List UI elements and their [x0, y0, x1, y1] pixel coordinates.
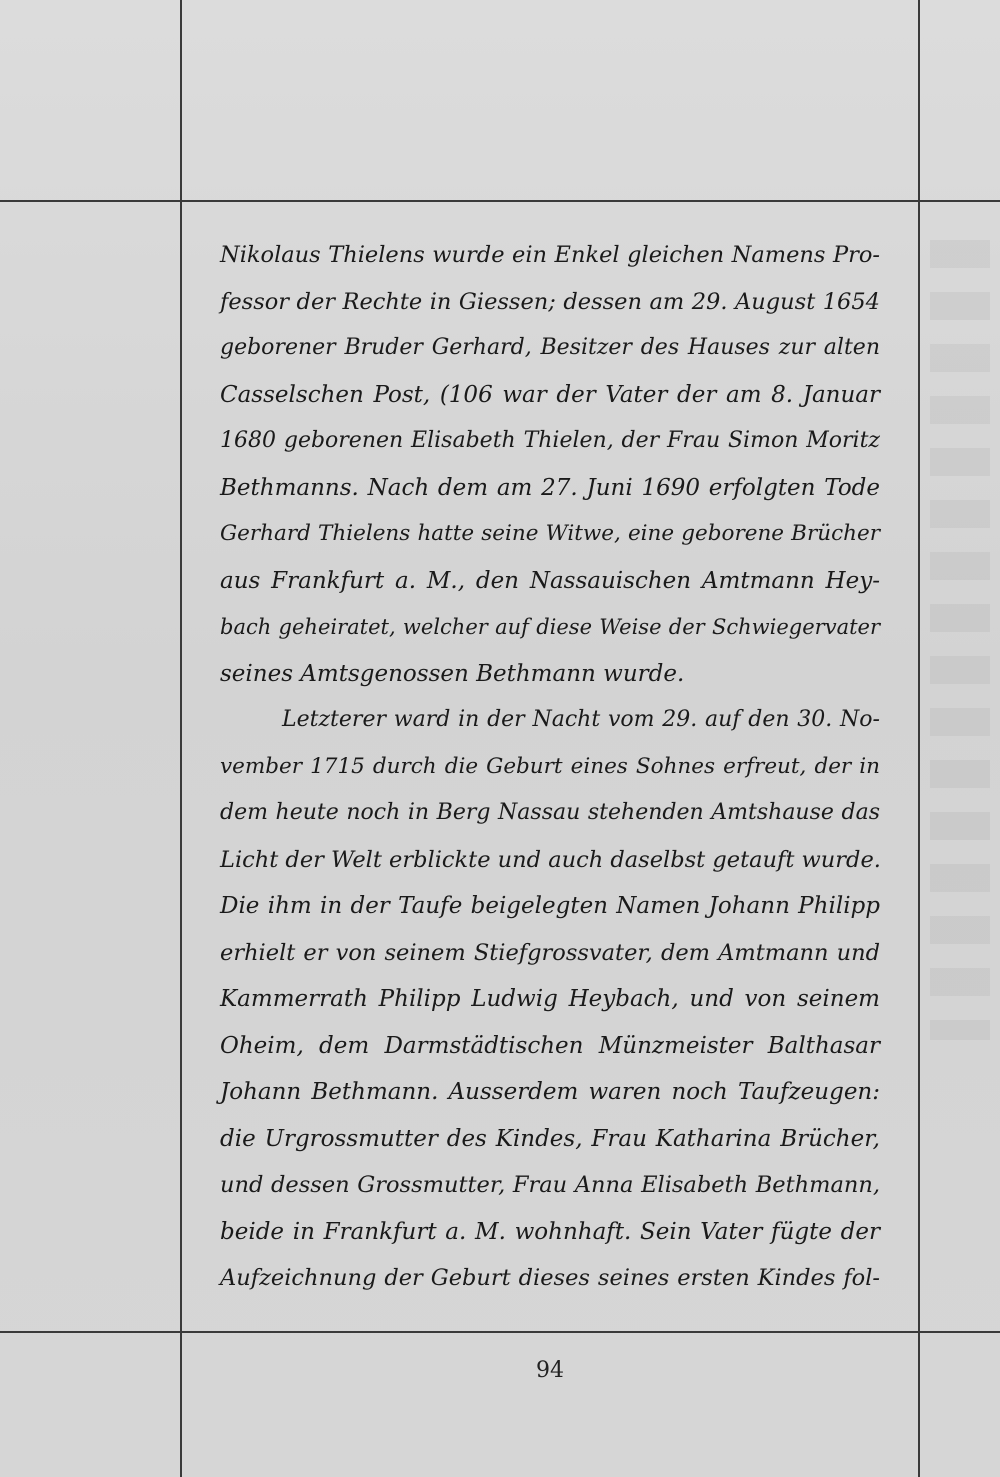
top-margin-rule	[0, 200, 1000, 202]
text-line: Kammerrath Philipp Ludwig Heybach, und von seinem	[220, 986, 880, 1012]
text-line: Die ihm in der Taufe beigelegten Namen Johann Philipp	[220, 893, 880, 919]
text-line: beide in Frankfurt a. M. wohnhaft. Sein Vater fügte der	[220, 1218, 880, 1245]
text-line: geborener Bruder Gerhard, Besitzer des Hauses zur alten	[220, 335, 880, 360]
text-line: Licht der Welt erblickte und auch daselbst getauft wurde.	[220, 846, 881, 873]
text-line: fessor der Rechte in Giessen; dessen am 29. August 1654	[220, 288, 880, 315]
text-line: Johann Bethmann. Ausserdem waren noch Taufzeugen:	[220, 1079, 880, 1105]
text-line: dem heute noch in Berg Nassau stehenden Amtshause das	[220, 800, 880, 825]
text-line: bach geheiratet, welcher auf diese Weise der Schwiegervater	[220, 615, 880, 639]
text-line: Aufzeichnung der Geburt dieses seines ersten Kindes fol-	[220, 1265, 880, 1291]
right-margin-rule	[918, 0, 920, 1477]
text-line: die Urgrossmutter des Kindes, Frau Katharina Brücher,	[220, 1125, 880, 1152]
text-line: Casselschen Post, (106 war der Vater der am 8. Januar	[220, 381, 880, 408]
text-line: aus Frankfurt a. M., den Nassauischen Amtmann Hey-	[220, 567, 880, 594]
text-line: Oheim, dem Darmstädtischen Münzmeister Balthasar	[220, 1032, 880, 1059]
text-line: seines Amtsgenossen Bethmann wurde.	[220, 660, 685, 687]
text-line: Gerhard Thielens hatte seine Witwe, eine geborene Brücher	[220, 521, 880, 546]
show-through-text	[930, 240, 990, 1040]
text-line: vember 1715 durch die Geburt eines Sohnes erfreut, der in	[220, 753, 880, 779]
text-line: und dessen Grossmutter, Frau Anna Elisabeth Bethmann,	[220, 1172, 880, 1198]
left-margin-rule	[180, 0, 182, 1477]
text-line: 1680 geborenen Elisabeth Thielen, der Frau Simon Moritz	[220, 428, 880, 453]
page-number: 94	[536, 1358, 564, 1383]
body-text	[220, 232, 880, 1302]
bottom-margin-rule	[0, 1331, 1000, 1333]
text-line: Nikolaus Thielens wurde ein Enkel gleichen Namens Pro-	[220, 242, 880, 268]
text-line: erhielt er von seinem Stiefgrossvater, dem Amtmann und	[220, 939, 880, 966]
text-line: Letzterer ward in der Nacht vom 29. auf den 30. No-	[282, 707, 880, 732]
text-line: Bethmanns. Nach dem am 27. Juni 1690 erfolgten Tode	[220, 474, 880, 501]
